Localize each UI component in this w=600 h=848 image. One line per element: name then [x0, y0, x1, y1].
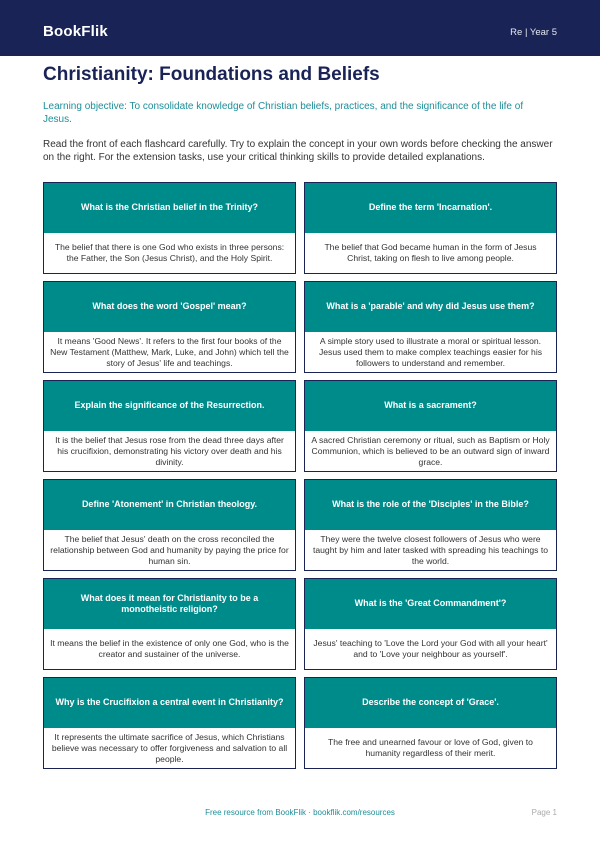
flashcard[interactable] — [43, 281, 296, 373]
flashcard-question: What is the Christian belief in the Trinity? — [44, 183, 295, 233]
flashcard-answer: It represents the ultimate sacrifice of Jesus, which Christians believe was necessary to offer forgiveness and salvation to all people. — [51, 731, 288, 764]
flashcard-question: Describe the concept of 'Grace'. — [305, 678, 556, 728]
flashcard-question: What is the role of the 'Disciples' in the Bible? — [305, 480, 556, 530]
flashcard-answer: It means 'Good News'. It refers to the first four books of the New Testament (Matthew, Mark, Luke, and John) which tell the story of Jesus' life and teachings. — [50, 335, 289, 368]
flashcard-answer: They were the twelve closest followers of Jesus who were taught by him and later tasked with spreading his teachings to the world. — [312, 533, 549, 566]
footer-resource-link[interactable]: Free resource from BookFlik · bookflik.com/resources — [205, 808, 395, 817]
learning-objective: Learning objective: To consolidate knowledge of Christian beliefs, practices, and the significance of the life of Jesus. — [43, 101, 524, 125]
flashcard-row — [43, 281, 557, 373]
flashcard-row — [43, 578, 557, 670]
instructions-text: Read the front of each flashcard carefully. Try to explain the concept in your own words before checking the answer on the right. For the extension tasks, use your critical thinking skills to provide detailed explanations. — [43, 139, 553, 163]
flashcard[interactable] — [43, 578, 296, 670]
flashcard-question: Define 'Atonement' in Christian theology. — [44, 480, 295, 530]
subject-year-label: Re | Year 5 — [510, 27, 557, 38]
flashcard-row — [43, 677, 557, 769]
flashcard[interactable] — [43, 479, 296, 571]
flashcard-answer: The belief that God became human in the form of Jesus Christ, taking on flesh to live among people. — [324, 242, 537, 263]
page-number: Page 1 — [531, 808, 557, 817]
flashcard[interactable] — [304, 182, 557, 274]
flashcard-question: Explain the significance of the Resurrection. — [44, 381, 295, 431]
flashcard[interactable] — [304, 479, 557, 571]
flashcard-answer: It is the belief that Jesus rose from the dead three days after his crucifixion, demonstrating his victory over death and his divinity. — [55, 434, 284, 467]
flashcard-row — [43, 182, 557, 274]
flashcard-answer: The belief that Jesus' death on the cross reconciled the relationship between God and humanity by paying the price for human sin. — [50, 533, 289, 566]
flashcard[interactable] — [43, 182, 296, 274]
flashcard[interactable] — [304, 380, 557, 472]
flashcard-answer: The belief that there is one God who exists in three persons: the Father, the Son (Jesus Christ), and the Holy Spirit. — [54, 242, 285, 263]
flashcard-row — [43, 479, 557, 571]
flashcard-question: What is a sacrament? — [305, 381, 556, 431]
page-title: Christianity: Foundations and Beliefs — [43, 64, 380, 85]
flashcard-answer: A simple story used to illustrate a moral or spiritual lesson. Jesus used them to make complex teachings easier for his followers to understand and remember. — [318, 335, 543, 368]
flashcard-answer: The free and unearned favour or love of God, given to humanity regardless of their merit. — [328, 737, 533, 758]
page-footer — [0, 808, 600, 822]
flashcard-question: What is the 'Great Commandment'? — [305, 579, 556, 629]
flashcard[interactable] — [304, 281, 557, 373]
page-header — [0, 0, 600, 56]
flashcard-row — [43, 380, 557, 472]
flashcard[interactable] — [43, 677, 296, 769]
flashcard[interactable] — [304, 578, 557, 670]
flashcard-question: What does it mean for Christianity to be a monotheistic religion? — [44, 579, 295, 629]
flashcard-question: What is a 'parable' and why did Jesus use them? — [305, 282, 556, 332]
flashcard-answer: Jesus' teaching to 'Love the Lord your God with all your heart' and to 'Love your neighbour as yourself'. — [313, 638, 548, 659]
flashcard-question: Define the term 'Incarnation'. — [305, 183, 556, 233]
flashcard[interactable] — [304, 677, 557, 769]
flashcard[interactable] — [43, 380, 296, 472]
flashcard-answer: A sacred Christian ceremony or ritual, such as Baptism or Holy Communion, which is believed to be an outward sign of inward grace. — [311, 434, 550, 467]
flashcard-question: Why is the Crucifixion a central event in Christianity? — [44, 678, 295, 728]
brand-logo-text[interactable]: BookFlik — [43, 23, 108, 40]
flashcard-question: What does the word 'Gospel' mean? — [44, 282, 295, 332]
flashcard-answer: It means the belief in the existence of only one God, who is the creator and sustainer of the universe. — [50, 638, 289, 659]
